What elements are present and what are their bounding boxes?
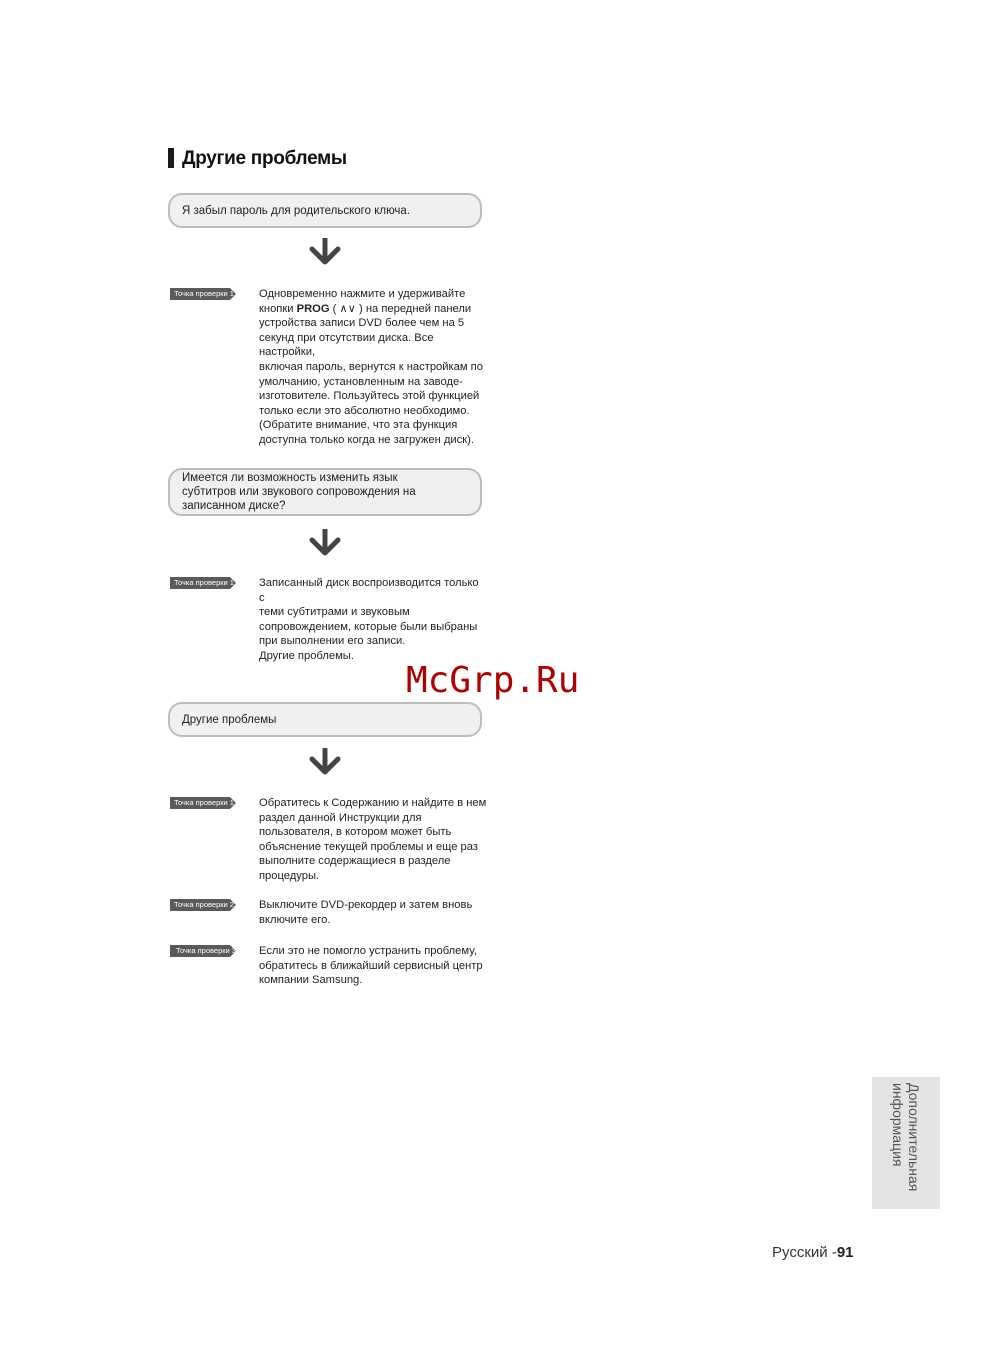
answer-text: Обратитесь к Содержанию и найдите в нем раздел данной Инструкции для пользователя, в котором может быть объяснение текущей проблемы и еще раз выполните содержащиеся в разделе процедуры.: [259, 797, 487, 882]
chapter-tab: [872, 1077, 940, 1209]
prog-button-label: PROG: [296, 302, 330, 315]
page-footer: [772, 1244, 854, 1261]
answer-text: Выключите DVD-рекордер и затем вновь включите его.: [259, 899, 473, 926]
question-box: [168, 468, 482, 516]
check-point-label: Точка проверки 2: [174, 900, 234, 909]
check-point-label: Точка проверки 1: [174, 578, 234, 587]
question-text: Я забыл пароль для родительского ключа.: [182, 204, 411, 217]
down-arrow-icon: [308, 748, 342, 776]
question-text: Имеется ли возможность изменить язык субтитров или звукового сопровождения на записанном диске?: [182, 472, 416, 512]
answer-text-part: Одновременно нажмите и удерживайте кнопки: [259, 288, 466, 315]
watermark: McGrp.Ru: [406, 660, 580, 701]
down-arrow-icon: [308, 238, 342, 266]
page-number: 91: [836, 1244, 854, 1261]
question-text: Другие проблемы: [182, 713, 277, 726]
answer-text: [259, 287, 487, 448]
answer-text-part: ( ∧∨ ) на передней панели устройства записи DVD более чем на 5 секунд при отсутствии диска. Все настройки, включая пароль, вернутся к настройкам по умолчанию, установленным на заводе- изготовителе. Пользуйтесь этой функцией только если это абсолютно необходимо. (Обратите внимание, что эта функция доступна только когда не загружен диск).: [259, 302, 483, 446]
chapter-tab-label: Дополнительная информация: [890, 1083, 922, 1192]
check-point-label: Точка проверки 1: [174, 798, 234, 807]
footer-language: Русский -: [772, 1244, 837, 1261]
check-point-label: Точка проверки 3: [176, 946, 236, 955]
question-box: [168, 193, 482, 228]
answer-text: Если это не помогло устранить проблему, обратитесь в ближайший сервисный центр компании Samsung.: [259, 945, 483, 987]
section-title: Другие проблемы: [182, 148, 347, 169]
answer-text: Записанный диск воспроизводится только с теми субтитрами и звуковым сопровождением, которые были выбраны при выполнении его записи. Другие проблемы.: [259, 577, 479, 662]
down-arrow-icon: [308, 529, 342, 557]
question-box: [168, 702, 482, 737]
check-point-label: Точка проверки 1: [174, 289, 234, 298]
section-marker: [168, 148, 174, 168]
